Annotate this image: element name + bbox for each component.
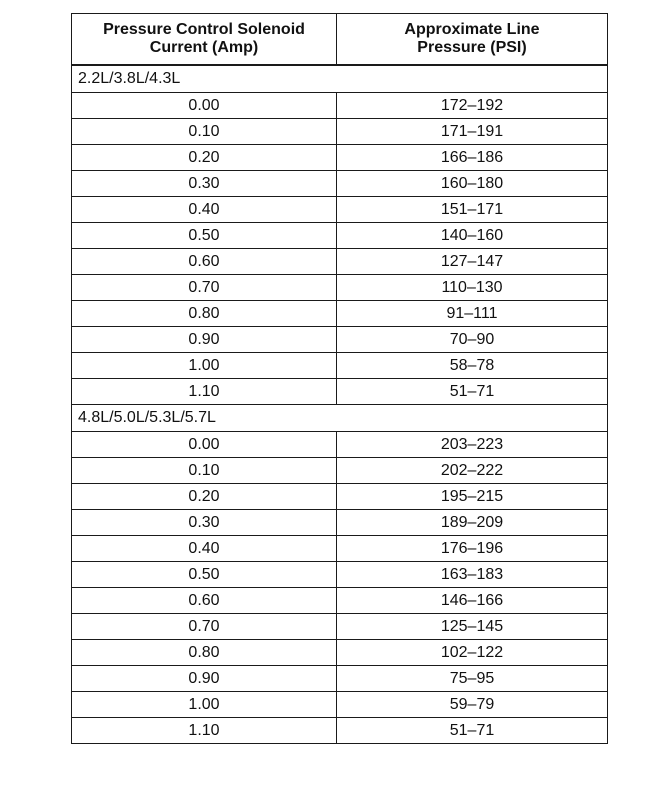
table-row — [72, 588, 608, 614]
table-header — [72, 14, 608, 66]
pressure-cell: 202–222 — [337, 458, 608, 484]
current-cell: 0.30 — [72, 171, 337, 197]
pressure-cell: 151–171 — [337, 197, 608, 223]
current-cell: 0.50 — [72, 562, 337, 588]
header-current-line1: Pressure Control Solenoid — [103, 21, 305, 38]
current-cell: 0.80 — [72, 640, 337, 666]
pressure-cell: 127–147 — [337, 249, 608, 275]
pressure-cell: 163–183 — [337, 562, 608, 588]
pressure-cell: 51–71 — [337, 718, 608, 744]
table-row — [72, 484, 608, 510]
pressure-cell: 75–95 — [337, 666, 608, 692]
pressure-cell: 59–79 — [337, 692, 608, 718]
pressure-cell: 172–192 — [337, 93, 608, 119]
current-cell: 0.20 — [72, 484, 337, 510]
current-cell: 1.00 — [72, 353, 337, 379]
pressure-cell: 195–215 — [337, 484, 608, 510]
current-cell: 1.10 — [72, 718, 337, 744]
current-cell: 0.40 — [72, 197, 337, 223]
table-row — [72, 640, 608, 666]
pressure-table-container — [71, 13, 607, 744]
table-row — [72, 379, 608, 405]
table-row — [72, 145, 608, 171]
current-cell: 0.70 — [72, 275, 337, 301]
group-row — [72, 405, 608, 432]
table-row — [72, 562, 608, 588]
pressure-cell: 51–71 — [337, 379, 608, 405]
pressure-cell: 58–78 — [337, 353, 608, 379]
current-cell: 0.90 — [72, 327, 337, 353]
current-cell: 0.70 — [72, 614, 337, 640]
table-row — [72, 510, 608, 536]
pressure-cell: 91–111 — [337, 301, 608, 327]
table-row — [72, 93, 608, 119]
table-row — [72, 223, 608, 249]
current-cell: 0.10 — [72, 119, 337, 145]
current-cell: 0.80 — [72, 301, 337, 327]
table-row — [72, 171, 608, 197]
current-cell: 1.10 — [72, 379, 337, 405]
pressure-cell: 166–186 — [337, 145, 608, 171]
pressure-cell: 203–223 — [337, 432, 608, 458]
current-cell: 0.50 — [72, 223, 337, 249]
table-row — [72, 692, 608, 718]
engine-group-label: 2.2L/3.8L/4.3L — [72, 65, 608, 93]
current-cell: 0.00 — [72, 432, 337, 458]
table-row — [72, 432, 608, 458]
pressure-cell: 102–122 — [337, 640, 608, 666]
current-cell: 0.40 — [72, 536, 337, 562]
current-cell: 0.60 — [72, 588, 337, 614]
table-row — [72, 249, 608, 275]
pressure-cell: 146–166 — [337, 588, 608, 614]
current-cell: 0.30 — [72, 510, 337, 536]
pressure-cell: 171–191 — [337, 119, 608, 145]
table-row — [72, 666, 608, 692]
pressure-cell: 189–209 — [337, 510, 608, 536]
pressure-cell: 125–145 — [337, 614, 608, 640]
pressure-table — [71, 13, 608, 744]
header-current-line2: Current (Amp) — [149, 39, 259, 56]
current-cell: 0.00 — [72, 93, 337, 119]
header-current — [72, 14, 337, 66]
header-pressure-line2: Pressure (PSI) — [417, 39, 527, 56]
header-pressure — [337, 14, 608, 66]
table-body — [72, 65, 608, 744]
engine-group-label: 4.8L/5.0L/5.3L/5.7L — [72, 405, 608, 432]
header-row — [72, 14, 608, 66]
table-row — [72, 458, 608, 484]
table-row — [72, 327, 608, 353]
pressure-cell: 176–196 — [337, 536, 608, 562]
table-row — [72, 197, 608, 223]
table-row — [72, 119, 608, 145]
current-cell: 0.10 — [72, 458, 337, 484]
current-cell: 1.00 — [72, 692, 337, 718]
pressure-cell: 140–160 — [337, 223, 608, 249]
table-row — [72, 718, 608, 744]
table-row — [72, 353, 608, 379]
pressure-cell: 70–90 — [337, 327, 608, 353]
table-row — [72, 301, 608, 327]
header-pressure-line1: Approximate Line — [404, 21, 540, 38]
table-row — [72, 536, 608, 562]
current-cell: 0.90 — [72, 666, 337, 692]
pressure-cell: 110–130 — [337, 275, 608, 301]
pressure-cell: 160–180 — [337, 171, 608, 197]
current-cell: 0.20 — [72, 145, 337, 171]
table-row — [72, 275, 608, 301]
current-cell: 0.60 — [72, 249, 337, 275]
group-row — [72, 65, 608, 93]
table-row — [72, 614, 608, 640]
